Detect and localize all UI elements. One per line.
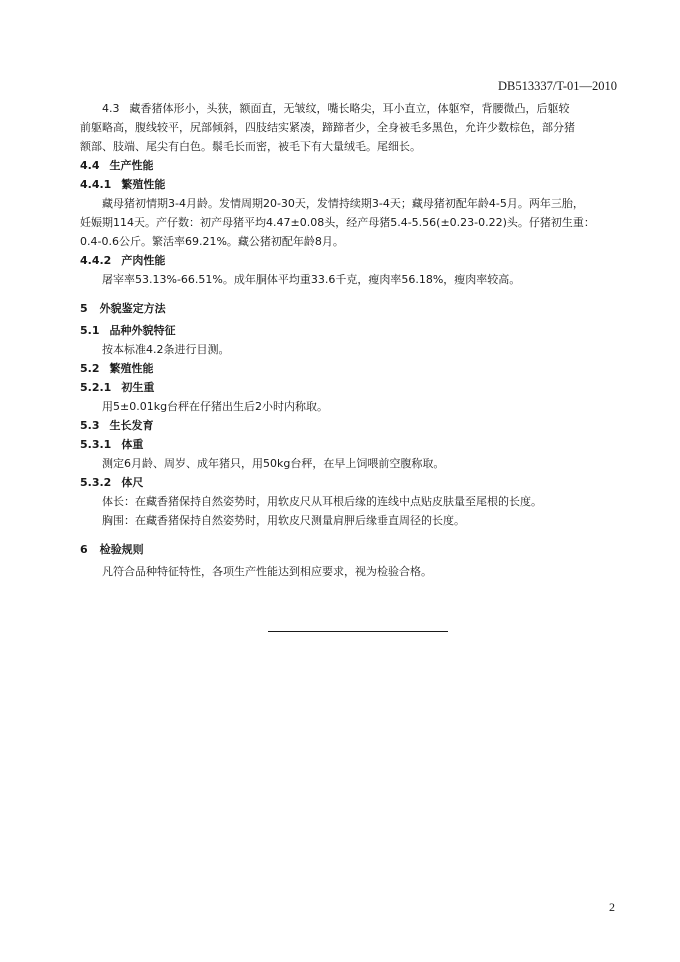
paragraph-line — [80, 99, 620, 118]
paragraph-line: 前躯略高，腹线较平，尻部倾斜，四肢结实紧凑，蹄蹄者少，全身被毛多黑色，允许少数棕色，部分猪 — [80, 121, 575, 134]
paragraph-line: 测定6月龄、周岁、成年猪只，用50kg台秤，在早上饲喂前空腹称取。 — [102, 457, 445, 470]
section-heading-6 — [80, 540, 620, 559]
clause-heading-4-4 — [80, 156, 620, 175]
document-code: DB513337/T-01—2010 — [498, 79, 617, 93]
clause-title: 繁殖性能 — [109, 362, 154, 375]
paragraph-line: 屠宰率53.13%-66.51%。成年胴体平均重33.6千克，瘦肉率56.18%，瘦肉率较高。 — [102, 273, 521, 286]
clause-title: 生产性能 — [109, 159, 154, 172]
clause-title: 产肉性能 — [121, 254, 166, 267]
clause-number: 4.4.2 — [80, 254, 112, 267]
clause-number: 5.2 — [80, 362, 100, 375]
paragraph-line: 用5±0.01kg台秤在仔猪出生后2小时内称取。 — [102, 400, 329, 413]
paragraph-line: 胸围：在藏香猪保持自然姿势时，用软皮尺测量肩胛后缘垂直周径的长度。 — [102, 514, 465, 527]
paragraph-line: 藏母猪初情期3-4月龄。发情周期20-30天，发情持续期3-4天；藏母猪初配年龄4-5月。两年三胎， — [102, 197, 584, 210]
paragraph-line: 凡符合品种特征特性，各项生产性能达到相应要求，视为检验合格。 — [102, 565, 432, 578]
clause-number: 5.3.1 — [80, 438, 112, 451]
clause-heading-5-3-1 — [80, 435, 620, 454]
clause-title: 体尺 — [121, 476, 144, 489]
clause-title: 体重 — [121, 438, 144, 451]
clause-heading-5-2 — [80, 359, 620, 378]
clause-heading-4-4-2 — [80, 251, 620, 270]
clause-heading-5-3-2 — [80, 473, 620, 492]
clause-number: 5.3.2 — [80, 476, 112, 489]
document-body — [80, 99, 620, 581]
clause-title: 生长发育 — [109, 419, 154, 432]
clause-4-3 — [80, 99, 620, 156]
paragraph-text: 藏香猪体形小，头狭，额面直，无皱纹，嘴长略尖，耳小直立，体躯窄，背腰微凸，后躯较 — [129, 102, 570, 115]
paragraph-line: 额部、肢端、尾尖有白色。鬃毛长而密，被毛下有大量绒毛。尾细长。 — [80, 140, 421, 153]
section-number: 5 — [80, 302, 88, 315]
section-title: 外貌鉴定方法 — [99, 302, 166, 315]
paragraph-line: 按本标准4.2条进行目测。 — [102, 343, 230, 356]
paragraph-line: 妊娠期114天。产仔数：初产母猪平均4.47±0.08头，经产母猪5.4-5.56(±0.23-0.22)头。仔猪初生重： — [80, 216, 595, 229]
clause-heading-4-4-1 — [80, 175, 620, 194]
clause-number: 5.3 — [80, 419, 100, 432]
paragraph-line: 0.4-0.6公斤。繁活率69.21%。藏公猪初配年龄8月。 — [80, 235, 344, 248]
page-number: 2 — [609, 900, 615, 914]
clause-title: 品种外貌特征 — [109, 324, 176, 337]
paragraph-line: 体长：在藏香猪保持自然姿势时，用软皮尺从耳根后缘的连线中点贴皮肤量至尾根的长度。 — [102, 495, 542, 508]
clause-heading-5-1 — [80, 321, 620, 340]
clause-heading-5-2-1 — [80, 378, 620, 397]
clause-number: 5.1 — [80, 324, 100, 337]
clause-number: 5.2.1 — [80, 381, 112, 394]
section-title: 检验规则 — [99, 543, 144, 556]
end-of-document-rule — [268, 631, 448, 632]
section-heading-5 — [80, 299, 620, 318]
clause-heading-5-3 — [80, 416, 620, 435]
clause-title: 繁殖性能 — [121, 178, 166, 191]
section-number: 6 — [80, 543, 88, 556]
clause-number: 4.4.1 — [80, 178, 112, 191]
clause-title: 初生重 — [121, 381, 155, 394]
clause-number: 4.4 — [80, 159, 100, 172]
clause-number: 4.3 — [102, 102, 120, 115]
